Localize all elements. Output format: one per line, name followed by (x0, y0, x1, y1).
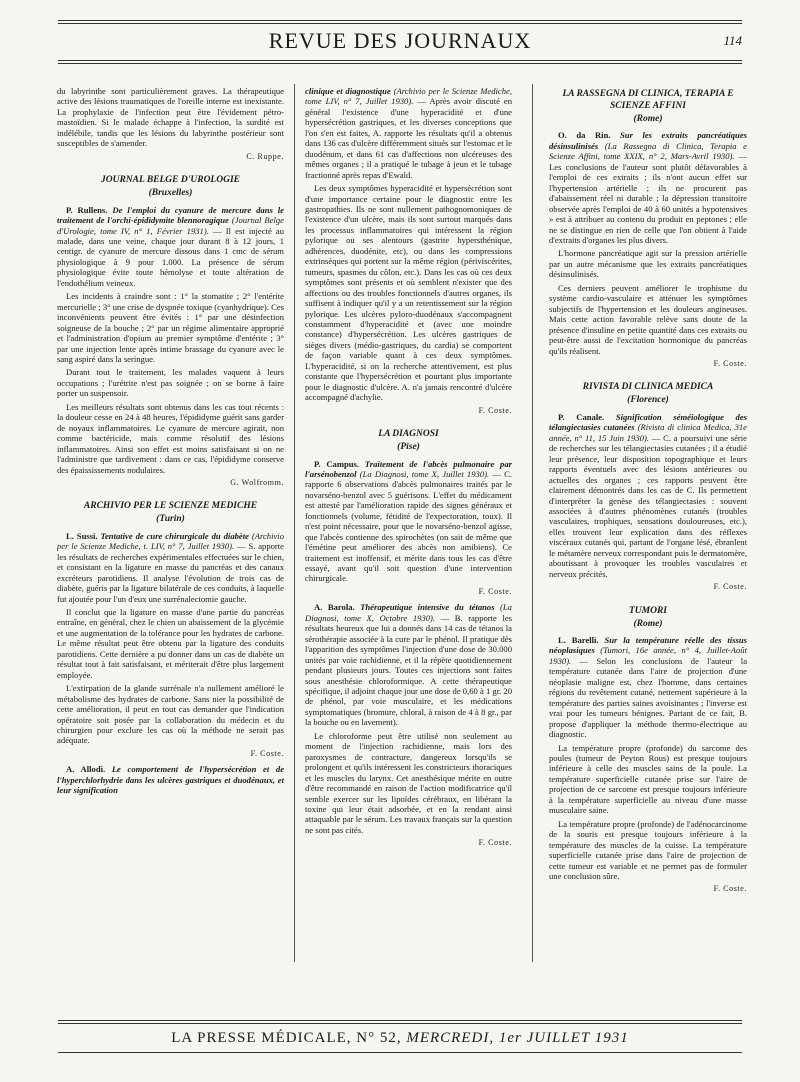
footer-issue: N° 52, (356, 1030, 402, 1046)
article-rullens (57, 205, 284, 289)
article-title: Tentative de cure chirurgicale du diabète (100, 530, 249, 541)
header-rule-top (58, 20, 742, 21)
footer-date: 1er JUILLET 1931 (498, 1030, 629, 1046)
article-author: P. Canale. (558, 411, 605, 422)
article-paragraph: La température propre (profonde) du sarcome des poules (tumeur de Peyton Rous) est presque toujours inférieure à celle des muscles sains de la poule. La température superficielle cutanée prise sur l'aire de projection de ce sarcome est presque toujours inférieure à la température superficielle au niveau d'une masse musculaire saine. (549, 742, 747, 816)
footer-journal: LA PRESSE MÉDICALE, (171, 1030, 352, 1046)
journal-location: (Pise) (397, 442, 420, 453)
article-author: L. Barelli. (558, 635, 599, 646)
article-title: Sur la température réelle des tissus néoplasiques (549, 635, 747, 656)
journal-heading: JOURNAL BELGE D'UROLOGIE (101, 175, 240, 186)
signature: F. Coste. (250, 748, 284, 758)
journal-location: (Turin) (156, 514, 185, 525)
article-paragraph: Les deux symptômes hyperacidité et hypersécrétion sont d'une importance certaine pour le diagnostic entre les gastropathies. Ils ne sont nullement pathognomoniques de l'existence d'un ulcère, mais ils sont surtout marqués dans les processus inflammatoires qui intéressent la région pylorique ou ses alentours (gastrite hypersthénique, adhérences, duodénite, etc), ou dans les compressions extrinsèques qui portent sur la même région (périviscérites, tumeurs, spasmes du côlon, etc.). Dans les cas où ces deux symptômes sont présents et où semblent n'exister que des affections ou des troubles fonctionnels d'autres organes, ils suffisent à indiquer qu'il y a un retentissement sur la région pylorique. Les ulcères pyloro-duodénaux s'accompagnent constamment d'hyperacidité et (avec une moindre constance) d'hypersécrétion. Les ulcères gastriques de sièges divers (médio-gastriques, du cardia) se comportent de façon variable quant à ces deux symptômes. L'hyperacidité, si on la recherche attentivement, est plus constante que l'hypersécrétion et pourtant plus importante pour le diagnostic d'ulcère. A. n'a jamais rencontré d'ulcère accompagné d'achylie. (305, 183, 512, 403)
article-source: (Archivio per le Scienze Mediche, t. LIV, n° 7, Juillet 1930). (57, 530, 284, 552)
article-source: (Journal Belge d'Urologie, tome IV, n° 1, Février 1931). (57, 215, 284, 236)
journal-heading: ARCHIVIO PER LE SCIENZE MEDICHE (83, 501, 258, 512)
article-paragraph: Durant tout le traitement, les malades vaquent à leurs occupations ; l'urétrite n'est pas soignée ; on se borne à faire porter un suspensoir. (57, 367, 284, 399)
article-author: A. Allodi. (66, 764, 106, 775)
article-title: Le comportement de l'hypersécrétion et de l'hyperchlorhydrie dans les ulcères gastriques et duodénaux, et leur signification (57, 764, 284, 796)
article-author: L. Sussi. (66, 530, 98, 541)
article-title: De l'emploi du cyanure de mercure dans le traitement de l'orchi-épididymite blennoragique (57, 204, 284, 226)
article-source: (Rivista di clinica Medica, 31e année, n° 11, 15 Juin 1930). (549, 422, 747, 443)
column-1 (57, 86, 284, 958)
article-paragraph: Il conclut que la ligature en masse d'une partie du pancréas entraîne, en général, chez le chien un abaissement de la glycémie et une augmentation de la tolérance pour les hydrates de carbone. Le même résultat peut être obtenu par la ligature des conduits parotidiens. Cette dernière a pu donner dans un cas de diabète un résultat tout à fait satisfaisant, et mériterait d'être plus largement employée. (57, 607, 284, 680)
article-body: — B. rapporte les résultats heureux que lui a donnés dans 14 cas de tétanos la sérothérapie associée à la cure par le phénol. Il pratique dès l'apparition des symptômes l'injection d'une dose de 30.000 unités par voie rachidienne, et il la répète quotidiennement pendant plusieurs jours. Toutes ces injections sont faites sous anesthésie chloroformique. A cette thérapeutique spécifique, il adjoint chaque jour une dose de 0,60 à 1 gr. 20 de phénol, par voie musculaire, et les médications symptomatiques (bromure, chloral, à raison de 4 à 8 gr., par la bouche ou en lavement). (305, 612, 512, 728)
article-paragraph: La température propre (profonde) de l'adénocarcinome de la souris est presque toujours inférieure à la température des muscles de la cuisse. La température superficielle cutanée prise dans l'aire de projection de cette tumeur est variable et ne permet pas de formuler une conclusion sûre. (549, 818, 747, 881)
column-2 (305, 86, 512, 958)
footer-rule-bottom (58, 1052, 742, 1053)
page-number: 114 (723, 33, 742, 48)
header-rule-bottom-2 (58, 63, 742, 64)
signature: G. Wolfromm. (230, 477, 284, 487)
article-author: O. da Rin. (558, 130, 611, 141)
article-title: Thérapeutique intensive du tétanos (360, 602, 495, 613)
article-title: Sur les extraits pancréatiques désinsulinisés (549, 130, 747, 151)
article-author: P. Campus. (314, 458, 360, 469)
signature: F. Coste. (713, 884, 747, 894)
article-source: (La Rassegna di Clinica, Terapia e Scienze Affini, tome XXIX, n° 2, Mars-Avril 1930). (549, 140, 747, 162)
article-paragraph: Ces derniers peuvent améliorer le trophisme du système cardio-vasculaire et atténuer les symptômes subjectifs de l'hypertension et les douleurs angineuses. Mais cette action favorable relève sans doute de la présence d'insuline en petite quantité dans ces extraits ou peut-être aussi de l'excitation hormonique du pancréas qu'ils réalisent. (549, 282, 747, 356)
page-footer (0, 1030, 800, 1047)
article-body: — Après avoir discuté en général l'existence d'une hyperacidité et d'une hypersécrétion gastriques, et les diverses conceptions que l'on s'en est faites, A. rapporte les résultats qu'il a obtenus dans 136 cas d'ulcère différemment situés sur l'estomac et le duodénum, et dans 61 cas d'affections non ulcéreuses des mêmes organes ; il a pratiqué le tubage à jeun et le tubage fractionné après repas d'Ewald. (305, 96, 512, 180)
signature: F. Coste. (478, 838, 512, 848)
journal-location: (Rome) (633, 114, 663, 124)
article-source: (La Diagnosi, tome X, Octobre 1930). (305, 602, 512, 623)
article-body: — Les conclusions de l'auteur sont plutôt défavorables à l'emploi de ces extraits ; ils n'ont aucun effet sur l'hypertension artérielle ; ils ne procurent pas d'abaissement réel ni durable ; la dépression transitoire observée après l'emploi de 40 à 60 unités a hypotensives » est à attribuer au contenu du produit en peptones ; elle ne se distingue en rien de celle que l'on obtient à l'aide d'extraits d'organes les plus divers. (549, 151, 747, 245)
column-3 (549, 86, 747, 958)
journal-heading: LA RASSEGNA DI CLINICA, TERAPIA E SCIENZE AFFINI (562, 89, 734, 111)
column-divider-1 (294, 84, 295, 962)
article-source: (Tumori, 16e année, n° 4, Juillet-Août 1930). (549, 645, 747, 666)
article-body: — C. rapporte 6 observations d'abcès pulmonaires traités par le novarséno-benzol avec 5 guérisons. L'effet du médicament est attesté par l'amélioration rapide des signes généraux et fonctionnels (volume, fétidité de l'expectoration, toux). Il n'est point nécessaire, pour que le novarséno-benzol agisse, que l'abcès contienne des spirochètes (on sait de même que l'émétine peut améliorer des abcès non amibiens). Ce traitement est inoffensif, et mérite dans tous les cas d'être essayé, avant qu'il soit question d'une intervention chirurgicale. (305, 468, 512, 584)
article-paragraph: Les meilleurs résultats sont obtenus dans les cas tout récents : la douleur cesse en 24 à 48 heures, l'épididyme guérit sans garder de noyaux inflammatoires. Le cyanure de mercure agirait, non comme bactéricide, mais comme résolutif des lésions inflammatoires. Ainsi son effet est moins satisfaisant si on ne l'administre que tardivement : dans ce cas, l'épididyme conserve des épaississements nodulaires. (57, 401, 284, 475)
article-barelli (549, 635, 747, 740)
column-divider-2 (532, 84, 533, 962)
article-body: — Il est injecté au malade, dans une veine, chaque jour durant 8 à 12 jours, 1 centigr. de cyanure de mercure dissous dans 1 cmc de sérum physiologique à 9 pour 1.000. La présence de sérum physiologique évite toute hémolyse et toute altération de l'endothélium veineux. (57, 225, 284, 288)
signature: F. Coste. (478, 586, 512, 596)
article-body: — Selon les conclusions de l'auteur la température cutanée dans l'aire de projection d'une néoplasie maligne est, chez l'homme, dans certaines régions du revêtement cutané, nettement supérieure à la température des parties saines avoisinantes ; l'inverse est vrai pour les tumeurs bénignes. Partant de ce fait, B. propose d'appliquer la méthode thermo-électrique au diagnostic. (549, 655, 747, 740)
article-continuation: du labyrinthe sont particulièrement graves. La thérapeutique active des lésions traumatiques de l'oreille interne est inexistante. La prophylaxie de l'infection peut être l'évidement pétro-mastoïdien. Si le malade échappe à l'infection, la surdité est indélébile, tandis que les lésions du labyrinthe postérieur sont susceptibles de s'amender. (57, 86, 284, 149)
journal-heading: RIVISTA DI CLINICA MEDICA (582, 382, 714, 393)
journal-location: (Rome) (633, 618, 663, 629)
article-body: — S. apporte les résultats de recherches expérimentales effectuées sur le chien, et consistant en la ligature en masse du pancréas et des canaux excréteurs parotidiens. Il analyse l'évolution de trois cas de diabète, guéris par la ligature bilatérale de ces conduits, à laquelle fut ajoutée pour l'un d'eux une surrénalectomie gauche. (57, 541, 284, 604)
journal-heading: LA DIAGNOSI (378, 429, 439, 440)
signature: C. Ruppe. (246, 151, 284, 161)
footer-day: MERCREDI, (406, 1030, 495, 1046)
signature: F. Coste. (713, 582, 747, 592)
signature: F. Coste. (478, 405, 512, 415)
article-body: — C. a poursuivi une série de recherches sur les télangiectasies cutanées ; il a étudié leur présence, leur disposition topographique et leurs rapports éventuels avec des lésions antérieures ou actuelles des organes ; ces rapports peuvent être clairement démontrés dans les cas de C. Ils permettent d'interpréter la genèse des télangiectasies : souvent associées à d'autres phénomènes cutanés (troubles vasculaires, trophiques, sensations douloureuses, etc.), elles trouvent leur explication dans des réflexes viscéraux cutanés qui, partant de l'organe lésé, ébranlent le métamère nerveux correspondant puis le dermatomère, aboutissant à provoquer les troubles vasculaires et nerveux précités. (549, 432, 747, 579)
article-canale (549, 412, 747, 579)
article-author: A. Barola. (314, 602, 355, 613)
header-rule-top-2 (58, 23, 742, 24)
article-paragraph: Les incidents à craindre sont : 1° la stomatite ; 2° l'entérite mercurielle ; 3° une crise de dyspnée toxique (cyanhydrique). Ces inconvénients peuvent être évités : 1° par une désinfection soigneuse de la bouche ; 2° par un régime alimentaire approprié et l'administration d'opium au premier symptôme d'entérite ; 3° par une injection lente après intime brassage du cyanure avec le sang aspiré dans la seringue. (57, 291, 284, 364)
signature: F. Coste. (713, 358, 747, 368)
header-rule-bottom (58, 60, 742, 61)
article-source: (Archivio per le Scienze Mediche, tome LIV, n° 7, Juillet 1930). (305, 86, 512, 107)
footer-rule-2 (58, 1023, 742, 1024)
journal-location: (Florence) (627, 395, 669, 406)
journal-heading: TUMORI (628, 605, 667, 616)
article-paragraph: L'hormone pancréatique agit sur la pression artérielle par un autre mécanisme que les extraits pancréatiques désinsulinisés. (549, 248, 747, 280)
article-author: P. Rullens. (66, 204, 108, 215)
article-paragraph: Le chloroforme peut être utilisé non seulement au moment de l'injection rachidienne, mais lors des paroxysmes de contracture, dangereux lorsqu'ils se prolongent et qu'ils intéressent les constricteurs thoraciques et les muscles du larynx. Cet anesthésique mérite en outre d'être recommandé en raison de l'action modificatrice qu'il semble exercer sur les lipoïdes cérébraux, en libérant la toxine qui leur était adsorbée, et en la rendant ainsi attaquable par le sérum. Les travaux français sur la question ne sont pas cités. (305, 730, 512, 835)
article-sussi (57, 531, 284, 604)
page-title: REVUE DES JOURNAUX (268, 28, 532, 53)
article-paragraph: L'extirpation de la glande surrénale n'a nullement amélioré le métabolisme des hydrates de carbone. Sans nier la possibilité de cette amélioration, il peut en tout cas demander que l'indication opératoire soit posée par la collaboration du médecin et du chirurgien pour exclure les cas où la méthode ne serait pas adéquate. (57, 683, 284, 746)
article-title: Signification séméiologique des télangiectasies cutanées (549, 411, 747, 433)
article-source: (La Diagnosi, tome X, Juillet 1930). (359, 468, 490, 479)
article-campus (305, 459, 512, 584)
article-darin (549, 130, 747, 245)
article-title: clinique et diagnostique (305, 86, 391, 96)
article-allodi (57, 764, 284, 795)
journal-location: (Bruxelles) (148, 188, 193, 199)
article-barola (305, 602, 512, 727)
article-title: Traitement de l'abcès pulmonaire par l'arsénobenzol (305, 458, 512, 479)
footer-rule (58, 1020, 742, 1021)
article-allodi-cont (305, 86, 512, 180)
